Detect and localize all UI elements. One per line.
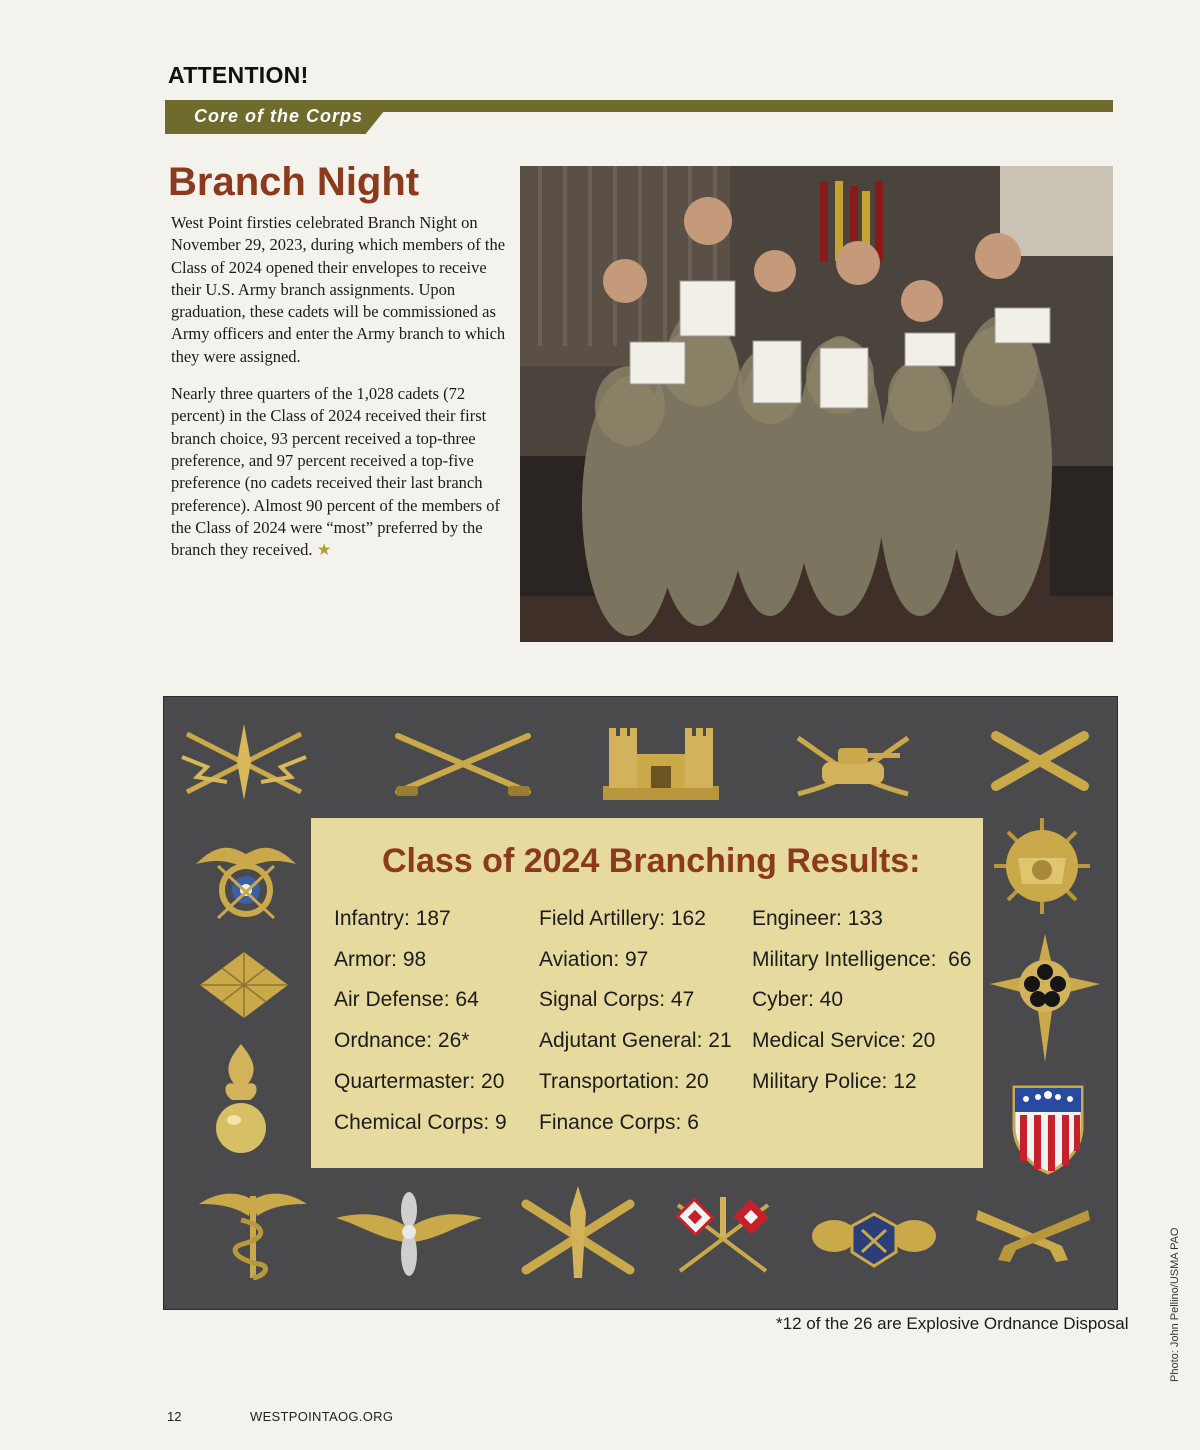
- article-paragraph-1: West Point firsties celebrated Branch Night on November 29, 2023, during which members of the Class of 2024 opened their envelopes to receive their U.S. Army branch assignments. Upon graduation, these cadets will be commissioned as Army officers and enter the Army branch to which they were assigned.: [171, 213, 506, 366]
- result-item: Engineer: 133: [752, 907, 883, 930]
- cadets-photo: [520, 166, 1113, 642]
- transportation-icon: [994, 818, 1090, 914]
- result-item: Quartermaster: 20: [334, 1070, 505, 1093]
- engineer-castle-icon: [603, 726, 719, 800]
- air-defense-icon: [518, 1186, 638, 1278]
- armor-tank-icon: [788, 728, 918, 800]
- signal-flags-icon: [660, 1195, 786, 1275]
- results-footnote: *12 of the 26 are Explosive Ordnance Disposal: [776, 1314, 1129, 1333]
- result-item: Chemical Corps: 9: [334, 1111, 507, 1134]
- field-artillery-icon: [986, 726, 1094, 796]
- adjutant-general-shield-icon: [1012, 1085, 1084, 1175]
- end-star-icon: ★: [316, 540, 332, 560]
- military-intelligence-icon: [990, 934, 1100, 1062]
- result-item: Finance Corps: 6: [539, 1111, 699, 1134]
- page-number: 12: [167, 1409, 182, 1424]
- article-paragraph-2: Nearly three quarters of the 1,028 cadets (72 percent) in the Class of 2024 received their first branch choice, 93 percent received a top-three preference, and 97 percent received a top-five preference (no cadets received their last branch preference). Almost 90 percent of the members of the Class of 2024 were “most” preferred by the branch they received. ★: [171, 384, 500, 560]
- result-item: Field Artillery: 162: [539, 907, 706, 930]
- article-title: Branch Night: [168, 160, 420, 204]
- result-item: Medical Service: 20: [752, 1029, 936, 1052]
- section-label: ATTENTION!: [168, 62, 309, 88]
- result-item: Infantry: 187: [334, 907, 451, 930]
- chemical-corps-icon: [810, 1212, 938, 1268]
- result-item: Cyber: 40: [752, 988, 844, 1011]
- result-item: Air Defense: 64: [334, 988, 479, 1011]
- result-item: Adjutant General: 21: [539, 1029, 732, 1052]
- result-item: Ordnance: 26*: [334, 1029, 470, 1052]
- infantry-insignia-icon: [390, 728, 536, 800]
- quartermaster-icon: [192, 832, 300, 922]
- result-item: Signal Corps: 47: [539, 988, 695, 1011]
- aviation-wings-icon: [334, 1192, 484, 1278]
- result-item: Transportation: 20: [539, 1070, 709, 1093]
- result-item: Aviation: 97: [539, 948, 649, 971]
- result-item: Armor: 98: [334, 948, 427, 971]
- medical-caduceus-icon: [197, 1186, 309, 1280]
- article-body: [171, 212, 507, 576]
- photo-credit: Photo: John Pellino/USMA PAO: [1169, 1227, 1181, 1382]
- site-url: WESTPOINTAOG.ORG: [250, 1409, 394, 1424]
- finance-diamond-icon: [198, 950, 290, 1020]
- ordnance-bomb-icon: [214, 1040, 268, 1156]
- result-item: Military Intelligence: 66: [752, 948, 972, 971]
- military-police-pistols-icon: [972, 1202, 1094, 1266]
- cyber-insignia-icon: [177, 722, 311, 802]
- result-item: Military Police: 12: [752, 1070, 917, 1093]
- results-title: Class of 2024 Branching Results:: [382, 842, 921, 880]
- banner-title: Core of the Corps: [194, 106, 364, 126]
